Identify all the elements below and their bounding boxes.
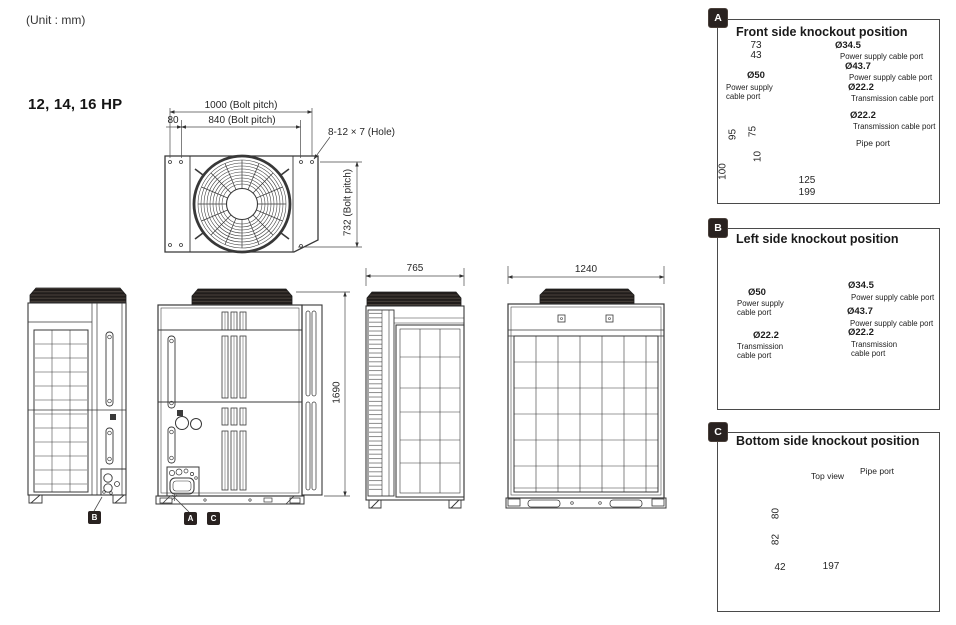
b-port-222r-dia: Ø22.2 <box>848 327 874 338</box>
b-port-437-name: Power supply cable port <box>850 319 934 328</box>
port-437-name: Power supply cable port <box>849 73 933 82</box>
dim-73: 73 <box>750 40 762 51</box>
port-222b-dia: Ø22.2 <box>850 110 876 121</box>
unit-front-view <box>156 289 350 512</box>
unit-side-view <box>366 268 464 508</box>
dim-95: 95 <box>727 128 739 141</box>
dim-unit-width: 1240 <box>574 264 598 275</box>
dim-unit-height: 1690 <box>331 381 343 404</box>
port-222a-dia: Ø22.2 <box>848 82 874 93</box>
b-port-222l-name2: cable port <box>737 351 772 360</box>
panel-a-title: Front side knockout position <box>736 25 908 39</box>
port-50-name2: cable port <box>726 92 761 101</box>
dim-bolt-pitch-height: 732 (Bolt pitch) <box>342 168 354 237</box>
dim-unit-depth: 765 <box>406 263 424 274</box>
panel-b-title: Left side knockout position <box>736 232 899 246</box>
port-345-name: Power supply cable port <box>840 52 924 61</box>
dim-43: 43 <box>750 50 762 61</box>
c-top-view-label: Top view <box>811 471 845 481</box>
c-pipe-port-label: Pipe port <box>860 466 895 476</box>
model-label: 12, 14, 16 HP <box>28 96 123 113</box>
dim-100: 100 <box>717 163 729 180</box>
b-port-345-name: Power supply cable port <box>851 293 935 302</box>
b-port-222r-name2: cable port <box>851 349 886 358</box>
port-50-name1: Power supply <box>726 83 773 92</box>
panel-c-badge: C <box>708 422 728 442</box>
dim-75: 75 <box>747 125 759 138</box>
b-port-222r-name1: Transmission <box>851 340 898 349</box>
dim-bolt-pitch-width: 1000 (Bolt pitch) <box>204 100 278 111</box>
panel-a-badge: A <box>708 8 728 28</box>
port-345-dia: Ø34.5 <box>835 40 861 51</box>
dim-10: 10 <box>752 150 764 163</box>
marker-a-badge: A <box>184 512 197 525</box>
dim-197: 197 <box>822 561 840 572</box>
dim-offset-80: 80 <box>167 115 179 126</box>
b-port-50-name2: cable port <box>737 308 772 317</box>
marker-b-badge: B <box>88 511 101 524</box>
unit-rear-view <box>506 266 666 508</box>
b-port-50-name1: Power supply <box>737 299 784 308</box>
b-port-222l-dia: Ø22.2 <box>753 330 779 341</box>
panel-bottom-knockout <box>717 432 940 612</box>
b-port-345-dia: Ø34.5 <box>848 280 874 291</box>
dim-199: 199 <box>798 187 816 198</box>
dim-bolt-pitch-inner: 840 (Bolt pitch) <box>208 115 276 126</box>
port-437-dia: Ø43.7 <box>845 61 871 72</box>
b-port-437-dia: Ø43.7 <box>847 306 873 317</box>
dim-80: 80 <box>770 507 782 520</box>
hole-note: 8-12 × 7 (Hole) <box>328 127 395 138</box>
pipe-port-label: Pipe port <box>856 138 891 148</box>
b-port-222l-name1: Transmission <box>737 342 784 351</box>
panel-c-title: Bottom side knockout position <box>736 434 920 448</box>
panel-b-badge: B <box>708 218 728 238</box>
dim-82: 82 <box>770 533 782 546</box>
marker-c-badge: C <box>207 512 220 525</box>
port-222b-name: Transmission cable port <box>853 122 936 131</box>
port-222a-name: Transmission cable port <box>851 94 934 103</box>
b-port-50-dia: Ø50 <box>748 287 766 298</box>
dim-42: 42 <box>774 562 786 573</box>
unit-note: (Unit : mm) <box>26 13 86 27</box>
unit-front-left-view <box>28 288 126 511</box>
dim-125: 125 <box>798 175 816 186</box>
port-50-dia: Ø50 <box>747 70 765 81</box>
